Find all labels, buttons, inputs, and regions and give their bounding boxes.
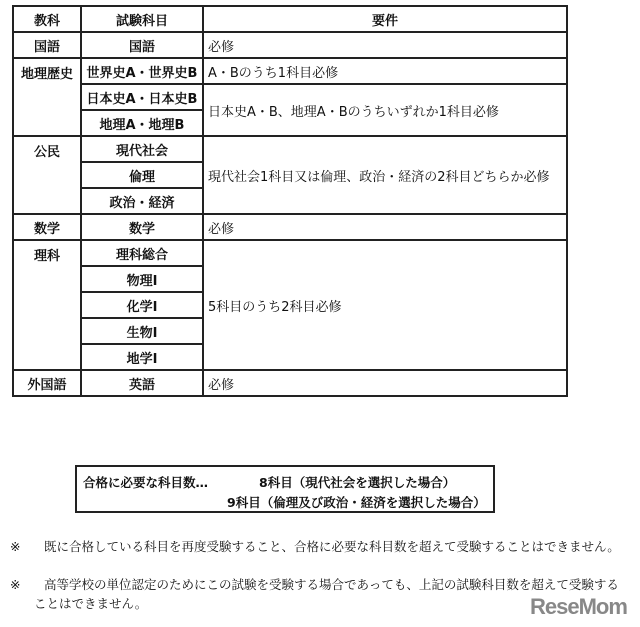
- table-row: [13, 32, 567, 58]
- table-row: [13, 370, 567, 396]
- note-1: [10, 537, 625, 556]
- subject-cell: 理科: [13, 240, 81, 370]
- subject-cell: 外国語: [13, 370, 81, 396]
- requirement-cell: A・Bのうち1科目必修: [203, 58, 567, 84]
- note-mark: ※: [10, 577, 21, 592]
- resemom-logo: ReseMom: [530, 594, 627, 619]
- summary-line-2: 9科目（倫理及び政治・経済を選択した場合）: [227, 495, 486, 510]
- requirements-table: [12, 5, 568, 397]
- requirement-cell: 現代社会1科目又は倫理、政治・経済の2科目どちらか必修: [203, 136, 567, 214]
- exam-cell: 地理A・地理B: [81, 110, 203, 136]
- exam-cell: 政治・経済: [81, 188, 203, 214]
- subject-cell: 国語: [13, 32, 81, 58]
- summary-line-1: 8科目（現代社会を選択した場合）: [259, 475, 456, 490]
- exam-cell: 現代社会: [81, 136, 203, 162]
- exam-cell: 化学Ⅰ: [81, 292, 203, 318]
- subject-cell: 地理歴史: [13, 58, 81, 136]
- note-mark: ※: [10, 539, 21, 554]
- exam-cell: 日本史A・日本史B: [81, 84, 203, 110]
- note-text: 高等学校の単位認定のためにこの試験を受験する場合であっても、上記の試験科目数を超えて受験することはできません。: [34, 577, 619, 611]
- header-subject: 教科: [13, 6, 81, 32]
- exam-cell: 世界史A・世界史B: [81, 58, 203, 84]
- requirement-cell: 日本史A・B、地理A・Bのうちいずれか1科目必修: [203, 84, 567, 136]
- requirement-cell: 5科目のうち2科目必修: [203, 240, 567, 370]
- exam-cell: 生物Ⅰ: [81, 318, 203, 344]
- header-requirement: 要件: [203, 6, 567, 32]
- subject-cell: 公民: [13, 136, 81, 214]
- required-subjects-box: [75, 465, 495, 513]
- table-row: [13, 84, 567, 110]
- exam-cell: 数学: [81, 214, 203, 240]
- table-row: [13, 136, 567, 162]
- exam-cell: 国語: [81, 32, 203, 58]
- table-row: [13, 214, 567, 240]
- exam-cell: 物理Ⅰ: [81, 266, 203, 292]
- requirement-cell: 必修: [203, 32, 567, 58]
- requirement-cell: 必修: [203, 214, 567, 240]
- subject-cell: 数学: [13, 214, 81, 240]
- table-header: [13, 6, 567, 32]
- table-row: [13, 58, 567, 84]
- table-row: [13, 240, 567, 266]
- exam-cell: 倫理: [81, 162, 203, 188]
- requirement-cell: 必修: [203, 370, 567, 396]
- exam-cell: 英語: [81, 370, 203, 396]
- exam-cell: 理科総合: [81, 240, 203, 266]
- exam-cell: 地学Ⅰ: [81, 344, 203, 370]
- header-exam: 試験科目: [81, 6, 203, 32]
- summary-label: 合格に必要な科目数…: [83, 475, 209, 490]
- note-text: 既に合格している科目を再度受験すること、合格に必要な科目数を超えて受験することはできません。: [44, 539, 620, 554]
